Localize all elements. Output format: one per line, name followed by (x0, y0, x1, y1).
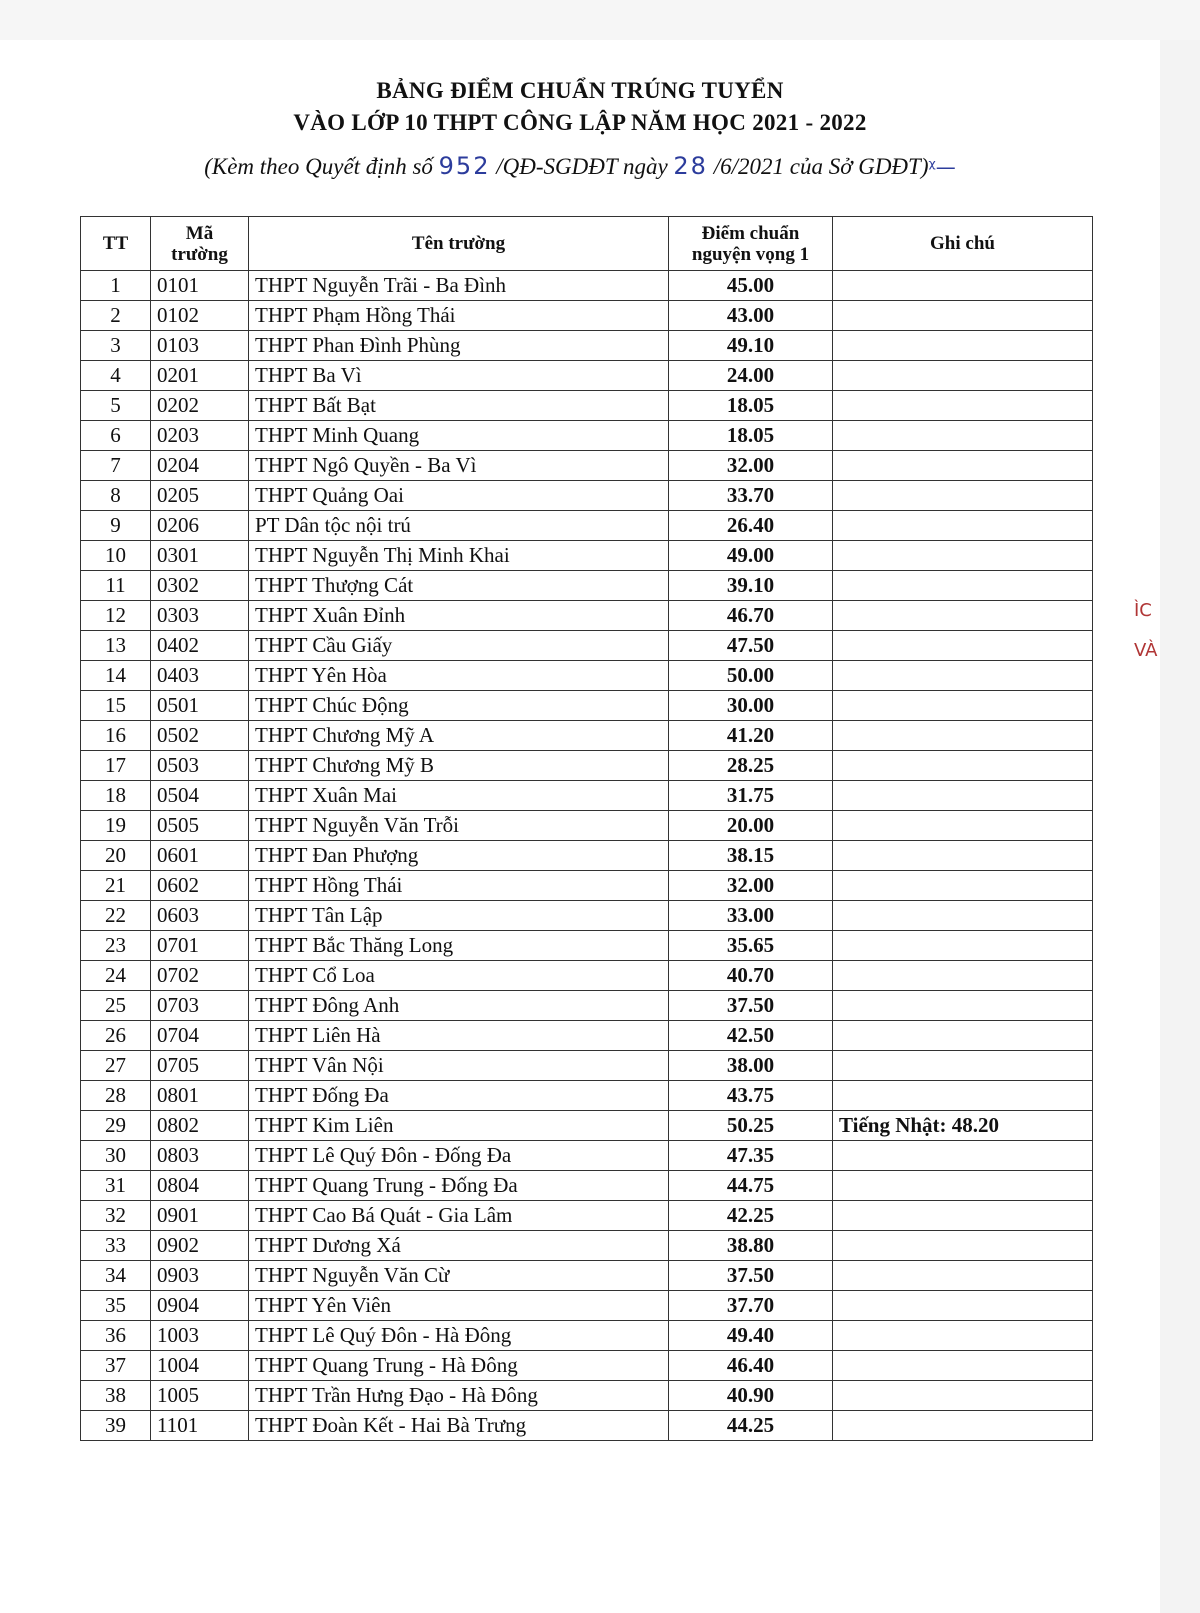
cell-tt: 39 (81, 1411, 151, 1441)
cell-tt: 7 (81, 451, 151, 481)
cell-note (833, 691, 1093, 721)
cell-school-code: 0103 (151, 331, 249, 361)
cell-school-code: 0403 (151, 661, 249, 691)
cell-tt: 29 (81, 1111, 151, 1141)
cell-tt: 36 (81, 1321, 151, 1351)
cell-score: 44.25 (669, 1411, 833, 1441)
table-row (81, 541, 1093, 571)
margin-note-2: VÀ (1134, 640, 1158, 661)
cell-score: 18.05 (669, 421, 833, 451)
cell-note (833, 1321, 1093, 1351)
cell-school-name: THPT Ba Vì (249, 361, 669, 391)
cell-score: 49.00 (669, 541, 833, 571)
table-row (81, 631, 1093, 661)
table-row (81, 1381, 1093, 1411)
cell-school-code: 0402 (151, 631, 249, 661)
table-row (81, 601, 1093, 631)
cell-school-code: 0601 (151, 841, 249, 871)
cell-school-name: THPT Tân Lập (249, 901, 669, 931)
table-body (81, 271, 1093, 1441)
cell-tt: 34 (81, 1261, 151, 1291)
cell-school-name: THPT Đông Anh (249, 991, 669, 1021)
cell-school-name: THPT Phan Đình Phùng (249, 331, 669, 361)
cell-tt: 1 (81, 271, 151, 301)
table-row (81, 1261, 1093, 1291)
cell-school-name: THPT Đan Phượng (249, 841, 669, 871)
cell-school-code: 0704 (151, 1021, 249, 1051)
cell-score: 33.00 (669, 901, 833, 931)
cell-tt: 11 (81, 571, 151, 601)
table-row (81, 1111, 1093, 1141)
cell-tt: 19 (81, 811, 151, 841)
cell-tt: 37 (81, 1351, 151, 1381)
cell-school-code: 0904 (151, 1291, 249, 1321)
cell-note (833, 961, 1093, 991)
table-row (81, 841, 1093, 871)
cell-note (833, 1231, 1093, 1261)
cell-score: 45.00 (669, 271, 833, 301)
table-row (81, 1171, 1093, 1201)
cell-score: 32.00 (669, 451, 833, 481)
cell-tt: 12 (81, 601, 151, 631)
header-tt: TT (81, 217, 151, 271)
cell-school-name: THPT Vân Nội (249, 1051, 669, 1081)
table-row (81, 361, 1093, 391)
cell-school-name: THPT Trần Hưng Đạo - Hà Đông (249, 1381, 669, 1411)
cell-school-code: 1101 (151, 1411, 249, 1441)
cell-tt: 2 (81, 301, 151, 331)
cell-tt: 28 (81, 1081, 151, 1111)
cell-school-code: 0502 (151, 721, 249, 751)
cell-school-code: 0702 (151, 961, 249, 991)
top-bar (0, 0, 1200, 41)
cell-note (833, 271, 1093, 301)
cell-tt: 31 (81, 1171, 151, 1201)
cell-school-name: THPT Cao Bá Quát - Gia Lâm (249, 1201, 669, 1231)
cell-school-name: THPT Đống Đa (249, 1081, 669, 1111)
cell-school-code: 0804 (151, 1171, 249, 1201)
table-row (81, 661, 1093, 691)
cell-school-code: 0302 (151, 571, 249, 601)
cell-note (833, 1261, 1093, 1291)
cell-score: 28.25 (669, 751, 833, 781)
cell-school-name: THPT Chúc Động (249, 691, 669, 721)
cell-tt: 9 (81, 511, 151, 541)
cell-score: 18.05 (669, 391, 833, 421)
cell-note (833, 541, 1093, 571)
cell-tt: 6 (81, 421, 151, 451)
table-row (81, 301, 1093, 331)
cell-school-name: THPT Cổ Loa (249, 961, 669, 991)
cell-school-name: THPT Lê Quý Đôn - Đống Đa (249, 1141, 669, 1171)
cell-school-name: THPT Yên Hòa (249, 661, 669, 691)
cell-note (833, 1201, 1093, 1231)
cell-tt: 14 (81, 661, 151, 691)
cell-score: 46.40 (669, 1351, 833, 1381)
cell-score: 32.00 (669, 871, 833, 901)
cell-note (833, 901, 1093, 931)
decision-day: 28 (673, 152, 708, 180)
cell-school-code: 0801 (151, 1081, 249, 1111)
cell-tt: 24 (81, 961, 151, 991)
cell-school-code: 0303 (151, 601, 249, 631)
adjacent-page-edge (1160, 40, 1200, 1613)
cell-school-name: THPT Quang Trung - Hà Đông (249, 1351, 669, 1381)
header-note: Ghi chú (833, 217, 1093, 271)
cell-score: 47.50 (669, 631, 833, 661)
cell-note (833, 811, 1093, 841)
cell-school-name: THPT Bất Bạt (249, 391, 669, 421)
cell-note (833, 871, 1093, 901)
table-row (81, 511, 1093, 541)
cell-score: 50.25 (669, 1111, 833, 1141)
table-row (81, 1231, 1093, 1261)
cell-score: 38.00 (669, 1051, 833, 1081)
subtitle-prefix: (Kèm theo Quyết định số (204, 154, 439, 179)
cell-tt: 30 (81, 1141, 151, 1171)
cell-tt: 15 (81, 691, 151, 721)
cell-tt: 18 (81, 781, 151, 811)
table-row (81, 1081, 1093, 1111)
cell-score: 43.00 (669, 301, 833, 331)
cell-note (833, 451, 1093, 481)
cell-school-name: THPT Chương Mỹ A (249, 721, 669, 751)
cell-note (833, 481, 1093, 511)
cell-tt: 22 (81, 901, 151, 931)
cell-score: 49.10 (669, 331, 833, 361)
cell-score: 37.50 (669, 991, 833, 1021)
cell-school-code: 0102 (151, 301, 249, 331)
cell-tt: 10 (81, 541, 151, 571)
cell-school-code: 0504 (151, 781, 249, 811)
cell-note (833, 301, 1093, 331)
scores-table (80, 216, 1093, 1441)
cell-score: 35.65 (669, 931, 833, 961)
cell-tt: 4 (81, 361, 151, 391)
cell-school-name: THPT Nguyễn Văn Cừ (249, 1261, 669, 1291)
cell-tt: 33 (81, 1231, 151, 1261)
cell-tt: 20 (81, 841, 151, 871)
cell-tt: 5 (81, 391, 151, 421)
cell-score: 50.00 (669, 661, 833, 691)
cell-school-code: 0206 (151, 511, 249, 541)
cell-school-code: 0101 (151, 271, 249, 301)
table-row (81, 961, 1093, 991)
cell-school-code: 0602 (151, 871, 249, 901)
cell-school-name: THPT Nguyễn Thị Minh Khai (249, 541, 669, 571)
cell-score: 33.70 (669, 481, 833, 511)
table-row (81, 691, 1093, 721)
header-school-name: Tên trường (249, 217, 669, 271)
cell-note (833, 1291, 1093, 1321)
cell-tt: 13 (81, 631, 151, 661)
table-row (81, 721, 1093, 751)
cell-score: 38.80 (669, 1231, 833, 1261)
cell-tt: 32 (81, 1201, 151, 1231)
cell-school-code: 0503 (151, 751, 249, 781)
cell-note (833, 1051, 1093, 1081)
document-page (0, 40, 1160, 1613)
cell-school-code: 0701 (151, 931, 249, 961)
table-row (81, 451, 1093, 481)
cell-tt: 35 (81, 1291, 151, 1321)
decision-number: 952 (438, 152, 491, 180)
cell-score: 39.10 (669, 571, 833, 601)
table-row (81, 871, 1093, 901)
cell-note (833, 361, 1093, 391)
cell-school-code: 1005 (151, 1381, 249, 1411)
table-row (81, 1291, 1093, 1321)
cell-school-code: 1003 (151, 1321, 249, 1351)
cell-school-code: 0301 (151, 541, 249, 571)
header-score: Điểm chuẩn nguyện vọng 1 (669, 217, 833, 271)
cell-note (833, 421, 1093, 451)
cell-score: 41.20 (669, 721, 833, 751)
cell-score: 40.70 (669, 961, 833, 991)
table-row (81, 1051, 1093, 1081)
cell-note (833, 1351, 1093, 1381)
cell-school-code: 0903 (151, 1261, 249, 1291)
cell-school-code: 0703 (151, 991, 249, 1021)
cell-tt: 16 (81, 721, 151, 751)
cell-school-name: THPT Lê Quý Đôn - Hà Đông (249, 1321, 669, 1351)
cell-note (833, 751, 1093, 781)
table-row (81, 811, 1093, 841)
table-row (81, 901, 1093, 931)
cell-tt: 8 (81, 481, 151, 511)
cell-school-name: THPT Xuân Đỉnh (249, 601, 669, 631)
cell-note (833, 1081, 1093, 1111)
table-row (81, 1411, 1093, 1441)
cell-school-name: THPT Cầu Giấy (249, 631, 669, 661)
cell-school-code: 0802 (151, 1111, 249, 1141)
table-row (81, 1141, 1093, 1171)
cell-score: 46.70 (669, 601, 833, 631)
cell-tt: 27 (81, 1051, 151, 1081)
cell-score: 37.50 (669, 1261, 833, 1291)
cell-school-code: 0901 (151, 1201, 249, 1231)
table-row (81, 1321, 1093, 1351)
document-title-line2: VÀO LỚP 10 THPT CÔNG LẬP NĂM HỌC 2021 - 2022 (293, 110, 867, 135)
cell-school-name: THPT Bắc Thăng Long (249, 931, 669, 961)
cell-note (833, 511, 1093, 541)
cell-school-code: 0902 (151, 1231, 249, 1261)
cell-note (833, 571, 1093, 601)
cell-score: 24.00 (669, 361, 833, 391)
cell-note (833, 1141, 1093, 1171)
cell-tt: 38 (81, 1381, 151, 1411)
cell-school-code: 0501 (151, 691, 249, 721)
cell-school-code: 0603 (151, 901, 249, 931)
cell-school-name: THPT Nguyễn Trãi - Ba Đình (249, 271, 669, 301)
table-row (81, 331, 1093, 361)
cell-note (833, 1171, 1093, 1201)
table-header-row (81, 217, 1093, 271)
cell-score: 20.00 (669, 811, 833, 841)
cell-school-name: THPT Thượng Cát (249, 571, 669, 601)
cell-school-code: 0202 (151, 391, 249, 421)
cell-school-code: 0205 (151, 481, 249, 511)
margin-note-1: ÌC (1134, 600, 1152, 621)
table-row (81, 391, 1093, 421)
cell-tt: 23 (81, 931, 151, 961)
cell-note (833, 1381, 1093, 1411)
cell-tt: 17 (81, 751, 151, 781)
cell-tt: 25 (81, 991, 151, 1021)
table-row (81, 991, 1093, 1021)
cell-school-name: THPT Phạm Hồng Thái (249, 301, 669, 331)
cell-score: 42.50 (669, 1021, 833, 1051)
table-row (81, 571, 1093, 601)
cell-tt: 3 (81, 331, 151, 361)
cell-score: 42.25 (669, 1201, 833, 1231)
cell-note (833, 1021, 1093, 1051)
cell-note (833, 601, 1093, 631)
subtitle-middle: /QĐ-SGDĐT ngày (490, 154, 674, 179)
cell-tt: 26 (81, 1021, 151, 1051)
cell-note (833, 331, 1093, 361)
cell-score: 44.75 (669, 1171, 833, 1201)
cell-school-code: 0201 (151, 361, 249, 391)
cell-score: 37.70 (669, 1291, 833, 1321)
cell-score: 47.35 (669, 1141, 833, 1171)
table-row (81, 421, 1093, 451)
document-title: BẢNG ĐIỂM CHUẨN TRÚNG TUYỂN (376, 78, 784, 103)
cell-note (833, 1411, 1093, 1441)
cell-school-code: 0803 (151, 1141, 249, 1171)
cell-school-name: THPT Hồng Thái (249, 871, 669, 901)
cell-school-name: THPT Minh Quang (249, 421, 669, 451)
cell-school-name: THPT Quang Trung - Đống Đa (249, 1171, 669, 1201)
table-row (81, 1351, 1093, 1381)
handwritten-check-icon: ᵡ— (928, 155, 956, 179)
cell-school-name: THPT Yên Viên (249, 1291, 669, 1321)
table-row (81, 751, 1093, 781)
cell-school-code: 1004 (151, 1351, 249, 1381)
cell-school-code: 0505 (151, 811, 249, 841)
cell-note (833, 631, 1093, 661)
cell-school-name: THPT Chương Mỹ B (249, 751, 669, 781)
cell-note (833, 991, 1093, 1021)
cell-school-name: THPT Dương Xá (249, 1231, 669, 1261)
cell-note (833, 391, 1093, 421)
cell-note: Tiếng Nhật: 48.20 (833, 1111, 1093, 1141)
cell-note (833, 841, 1093, 871)
cell-score: 30.00 (669, 691, 833, 721)
cell-school-code: 0203 (151, 421, 249, 451)
cell-note (833, 931, 1093, 961)
table-row (81, 481, 1093, 511)
document-subtitle (0, 152, 1160, 180)
table-row (81, 1201, 1093, 1231)
table-row (81, 931, 1093, 961)
cell-score: 31.75 (669, 781, 833, 811)
cell-school-name: THPT Đoàn Kết - Hai Bà Trưng (249, 1411, 669, 1441)
cell-school-name: THPT Quảng Oai (249, 481, 669, 511)
cell-school-name: PT Dân tộc nội trú (249, 511, 669, 541)
cell-school-name: THPT Ngô Quyền - Ba Vì (249, 451, 669, 481)
cell-tt: 21 (81, 871, 151, 901)
cell-score: 40.90 (669, 1381, 833, 1411)
subtitle-suffix: /6/2021 của Sở GDĐT) (707, 154, 929, 179)
cell-score: 43.75 (669, 1081, 833, 1111)
cell-school-name: THPT Kim Liên (249, 1111, 669, 1141)
table-row (81, 1021, 1093, 1051)
table-row (81, 271, 1093, 301)
cell-note (833, 721, 1093, 751)
cell-score: 26.40 (669, 511, 833, 541)
cell-note (833, 661, 1093, 691)
cell-school-code: 0204 (151, 451, 249, 481)
header-school-code: Mã trường (151, 217, 249, 271)
cell-note (833, 781, 1093, 811)
cell-school-name: THPT Nguyễn Văn Trỗi (249, 811, 669, 841)
cell-score: 49.40 (669, 1321, 833, 1351)
cell-school-code: 0705 (151, 1051, 249, 1081)
cell-school-name: THPT Liên Hà (249, 1021, 669, 1051)
cell-score: 38.15 (669, 841, 833, 871)
cell-school-name: THPT Xuân Mai (249, 781, 669, 811)
table-row (81, 781, 1093, 811)
